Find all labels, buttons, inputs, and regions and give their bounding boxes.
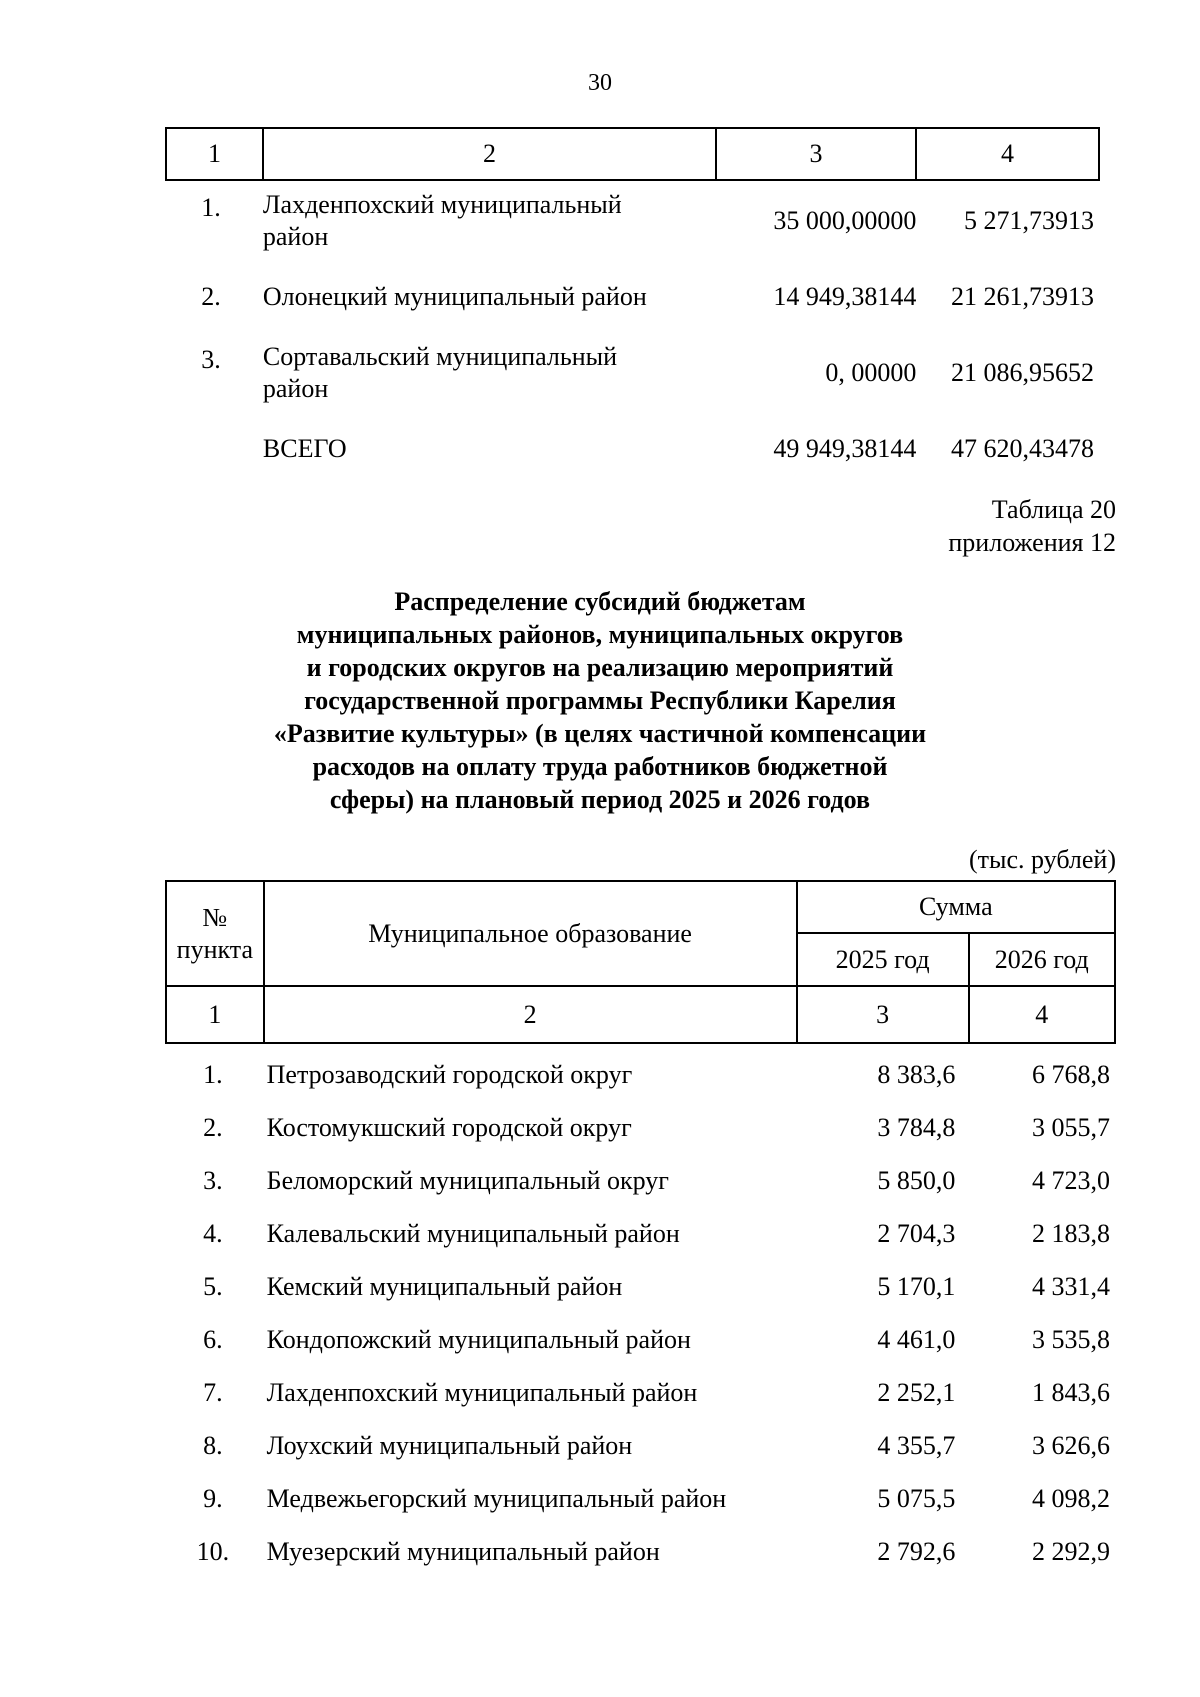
municipality-name	[257, 179, 721, 263]
value-2026: 1 843,6	[1032, 1377, 1110, 1407]
header-cell-3: 3	[716, 128, 916, 180]
municipality-name	[257, 331, 721, 415]
value-2026: 4 331,4	[1032, 1271, 1110, 1301]
total-col4: 47 620,43478	[951, 434, 1094, 463]
title-line: расходов на оплату труда работников бюджетной	[312, 752, 888, 781]
value-2025: 3 784,8	[877, 1112, 956, 1142]
value-2025: 8 383,6	[877, 1059, 956, 1089]
header-cell-4: 4	[916, 128, 1099, 180]
value-2026: 3 535,8	[1032, 1324, 1110, 1354]
table-row	[165, 1313, 1116, 1366]
row-number: 1.	[201, 193, 221, 222]
row-number: 8.	[203, 1430, 223, 1460]
municipality-name: Олонецкий муниципальный район	[262, 282, 647, 311]
table-row	[165, 263, 1100, 331]
table-row	[165, 1525, 1116, 1578]
row-number: 3.	[203, 1165, 223, 1195]
municipality-name: Медвежьегорский муниципальный район	[266, 1483, 727, 1513]
main-table-body	[165, 1048, 1116, 1578]
value-col4: 21 086,95652	[951, 358, 1094, 387]
municipality-name: Лоухский муниципальный район	[266, 1430, 633, 1460]
name-line-2: район	[262, 374, 329, 403]
value-col3: 0, 00000	[825, 358, 917, 387]
row-number: 1.	[203, 1059, 223, 1089]
continuation-table-body	[165, 179, 1100, 483]
row-number: 10.	[196, 1536, 230, 1566]
header-year-2025: 2025 год	[797, 933, 969, 986]
table-row	[165, 331, 1100, 415]
table-row	[165, 1154, 1116, 1207]
total-row	[165, 415, 1100, 483]
value-2026: 3 626,6	[1032, 1430, 1110, 1460]
table-row	[165, 1207, 1116, 1260]
table-row	[165, 1472, 1116, 1525]
title-line: муниципальных районов, муниципальных округов	[296, 620, 904, 649]
caption-line-2: приложения 12	[948, 528, 1116, 557]
municipality-name: Петрозаводский городской округ	[266, 1059, 633, 1089]
value-2025: 5 075,5	[877, 1483, 956, 1513]
header-cell-2: 2	[263, 128, 716, 180]
table-caption	[948, 493, 1116, 559]
value-2026: 6 768,8	[1032, 1059, 1110, 1089]
header-num-line-1: №	[202, 902, 228, 932]
table-row	[165, 179, 1100, 263]
row-number: 3.	[201, 345, 221, 374]
row-number	[165, 415, 257, 483]
municipality-name: Калевальский муниципальный район	[266, 1218, 680, 1248]
units-label: (тыс. рублей)	[968, 845, 1116, 874]
table-row	[165, 1419, 1116, 1472]
row-number: 6.	[203, 1324, 223, 1354]
value-2025: 4 461,0	[877, 1324, 956, 1354]
title-line: государственной программы Республики Карелия	[304, 686, 896, 715]
name-line-1: Лахденпохский муниципальный	[262, 190, 622, 219]
total-label: ВСЕГО	[262, 434, 347, 463]
value-2026: 3 055,7	[1032, 1112, 1110, 1142]
value-2025: 2 704,3	[877, 1218, 956, 1248]
header-colnum-4: 4	[969, 986, 1115, 1043]
name-line-2: район	[262, 222, 329, 251]
table-row	[165, 1366, 1116, 1419]
municipality-name: Беломорский муниципальный округ	[266, 1165, 669, 1195]
value-2026: 2 292,9	[1032, 1536, 1110, 1566]
municipality-name: Костомукшский городской округ	[266, 1112, 632, 1142]
municipality-name: Лахденпохский муниципальный район	[266, 1377, 698, 1407]
main-table-header	[165, 880, 1116, 1044]
value-col4: 5 271,73913	[964, 206, 1094, 235]
row-number: 2.	[203, 1112, 223, 1142]
header-num-line-2: пункта	[176, 934, 253, 964]
row-number: 2.	[201, 282, 221, 311]
document-title	[0, 585, 1200, 816]
header-year-2026: 2026 год	[969, 933, 1115, 986]
value-2026: 4 098,2	[1032, 1483, 1110, 1513]
value-col3: 14 949,38144	[773, 282, 917, 311]
name-line-1: Сортавальский муниципальный	[262, 342, 618, 371]
header-colnum-2: 2	[264, 986, 797, 1043]
header-cell-1: 1	[166, 128, 263, 180]
title-line: «Развитие культуры» (в целях частичной компенсации	[273, 719, 927, 748]
value-2025: 5 170,1	[877, 1271, 956, 1301]
header-colnum-1: 1	[166, 986, 264, 1043]
value-2026: 2 183,8	[1032, 1218, 1110, 1248]
title-line: и городских округов на реализацию мероприятий	[306, 653, 894, 682]
title-line: Распределение субсидий бюджетам	[394, 587, 806, 616]
municipality-name: Кондопожский муниципальный район	[266, 1324, 691, 1354]
row-number: 7.	[203, 1377, 223, 1407]
municipality-name: Муезерский муниципальный район	[266, 1536, 660, 1566]
value-col3: 35 000,00000	[773, 206, 917, 235]
total-col3: 49 949,38144	[773, 434, 917, 463]
header-municipality: Муниципальное образование	[264, 881, 797, 986]
table-row	[165, 1101, 1116, 1154]
value-2025: 5 850,0	[877, 1165, 956, 1195]
header-sum: Сумма	[797, 881, 1115, 933]
continuation-table-header	[165, 127, 1100, 181]
header-num	[166, 881, 264, 986]
row-number: 4.	[203, 1218, 223, 1248]
row-number: 5.	[203, 1271, 223, 1301]
page-number: 30	[588, 70, 612, 96]
header-colnum-3: 3	[797, 986, 969, 1043]
table-row	[165, 1048, 1116, 1101]
table-row	[165, 1260, 1116, 1313]
row-number: 9.	[203, 1483, 223, 1513]
value-2025: 2 792,6	[877, 1536, 956, 1566]
value-col4: 21 261,73913	[951, 282, 1094, 311]
value-2026: 4 723,0	[1032, 1165, 1110, 1195]
title-line: сферы) на плановый период 2025 и 2026 годов	[329, 785, 871, 814]
municipality-name: Кемский муниципальный район	[266, 1271, 623, 1301]
value-2025: 4 355,7	[877, 1430, 956, 1460]
caption-line-1: Таблица 20	[991, 495, 1116, 524]
value-2025: 2 252,1	[877, 1377, 956, 1407]
